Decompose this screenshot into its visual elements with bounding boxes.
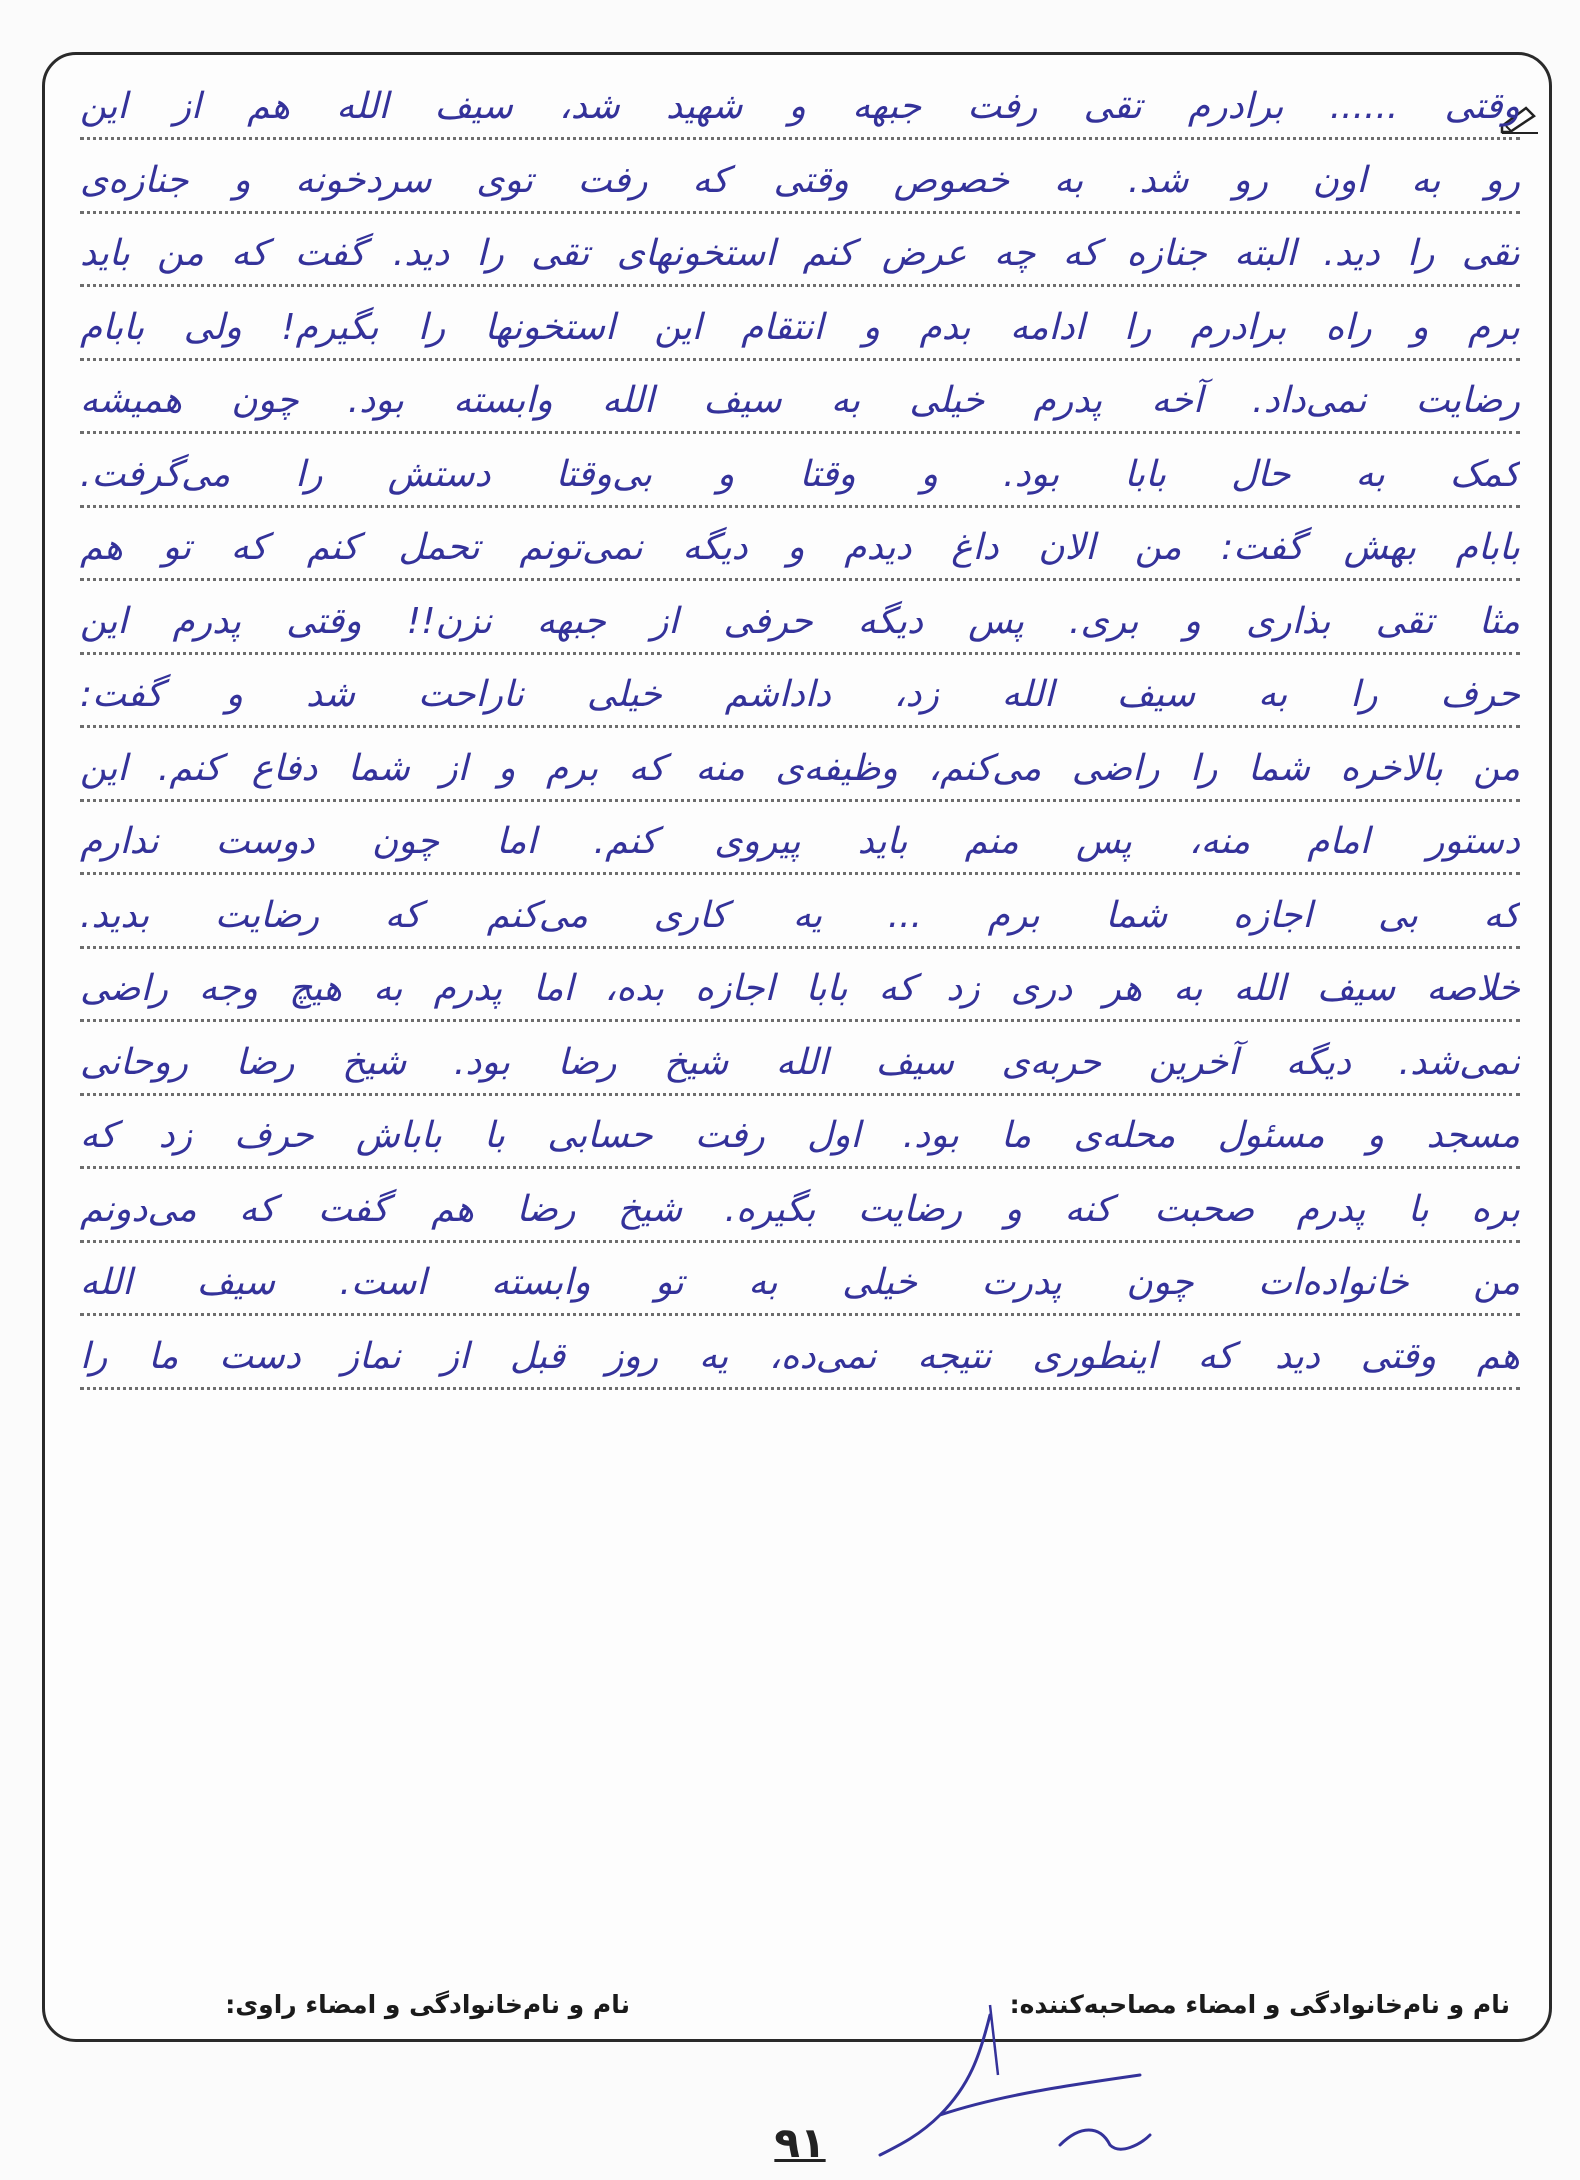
text-line <box>80 438 1520 508</box>
text-line <box>80 732 1520 802</box>
text-line <box>80 511 1520 581</box>
text-line <box>80 1173 1520 1243</box>
handwritten-text: که بی اجازه شما برم ... یه کاری می‌کنم که رضایت بدید. <box>80 894 1520 936</box>
text-line <box>80 879 1520 949</box>
text-line <box>80 217 1520 287</box>
footer <box>80 1990 1510 2030</box>
handwritten-text: رو به اون رو شد. به خصوص وقتی که رفت توی سردخونه و جنازه‌ی <box>80 159 1520 201</box>
handwritten-text: من خانواده‌ات چون پدرت خیلی به تو وابسته است. سیف الله <box>80 1262 1520 1303</box>
handwritten-text: حرف را به سیف الله زد، داداشم خیلی ناراحت شد و گفت: <box>80 674 1520 715</box>
handwritten-text: نمی‌شد. دیگه آخرین حربه‌ی سیف الله شیخ رضا بود. شیخ رضا روحانی <box>80 1041 1520 1083</box>
text-line <box>80 1026 1520 1096</box>
text-line <box>80 1320 1520 1390</box>
handwritten-text: کمک به حال بابا بود. و وقتا و بی‌وقتا دستش را می‌گرفت. <box>80 453 1520 495</box>
handwritten-text: مثا تقی بذاری و بری. پس دیگه حرفی از جبهه نزن!! وقتی پدرم این <box>80 600 1520 642</box>
handwritten-text: هم وقتی دید که اینطوری نتیجه نمی‌ده، یه روز قبل از نماز دست ما را <box>80 1335 1520 1377</box>
text-line <box>80 70 1520 140</box>
narrator-signature-label: نام و نام‌خانوادگی و امضاء راوی: <box>225 1990 630 2019</box>
text-line <box>80 805 1520 875</box>
text-line <box>80 585 1520 655</box>
handwritten-text: بابام بهش گفت: من الان داغ دیدم و دیگه نمی‌تونم تحمل کنم که تو هم <box>80 527 1520 568</box>
handwritten-text: من بالاخره شما را راضی می‌کنم، وظیفه‌ی منه که برم و از شما دفاع کنم. این <box>80 747 1520 789</box>
signature-icon <box>840 1995 1180 2165</box>
text-line <box>80 364 1520 434</box>
page-number: ۹۱ <box>774 2118 826 2167</box>
text-line <box>80 658 1520 728</box>
text-line <box>80 1246 1520 1316</box>
text-line <box>80 952 1520 1022</box>
handwritten-text: برم و راه برادرم را ادامه بدم و انتقام این استخونها را بگیرم! ولی بابام <box>80 306 1520 348</box>
handwritten-text: رضایت نمی‌داد. آخه پدرم خیلی به سیف الله وابسته بود. چون همیشه <box>80 380 1520 421</box>
handwritten-text: بره با پدرم صحبت کنه و رضایت بگیره. شیخ رضا هم گفت که می‌دونم <box>80 1188 1520 1230</box>
handwritten-text: خلاصه سیف الله به هر دری زد که بابا اجازه بده، اما پدرم به هیچ وجه راضی <box>80 968 1520 1009</box>
handwritten-text: وقتی ...... برادرم تقی رفت جبهه و شهید شد، سیف الله هم از این <box>80 86 1520 127</box>
text-line <box>80 1099 1520 1169</box>
text-line <box>80 144 1520 214</box>
handwritten-text: تقی را دید. البته جنازه که چه عرض کنم استخونهای تقی را دید. گفت که من باید <box>80 233 1520 274</box>
handwritten-text: مسجد و مسئول محله‌ی ما بود. اول رفت حسابی با باباش حرف زد که <box>80 1115 1520 1156</box>
interviewer-signature-label: نام و نام‌خانوادگی و امضاء مصاحبه‌کننده: <box>1009 1990 1510 2019</box>
text-line <box>80 291 1520 361</box>
handwritten-text: دستور امام منه، پس منم باید پیروی کنم. اما چون دوست ندارم <box>80 821 1520 862</box>
